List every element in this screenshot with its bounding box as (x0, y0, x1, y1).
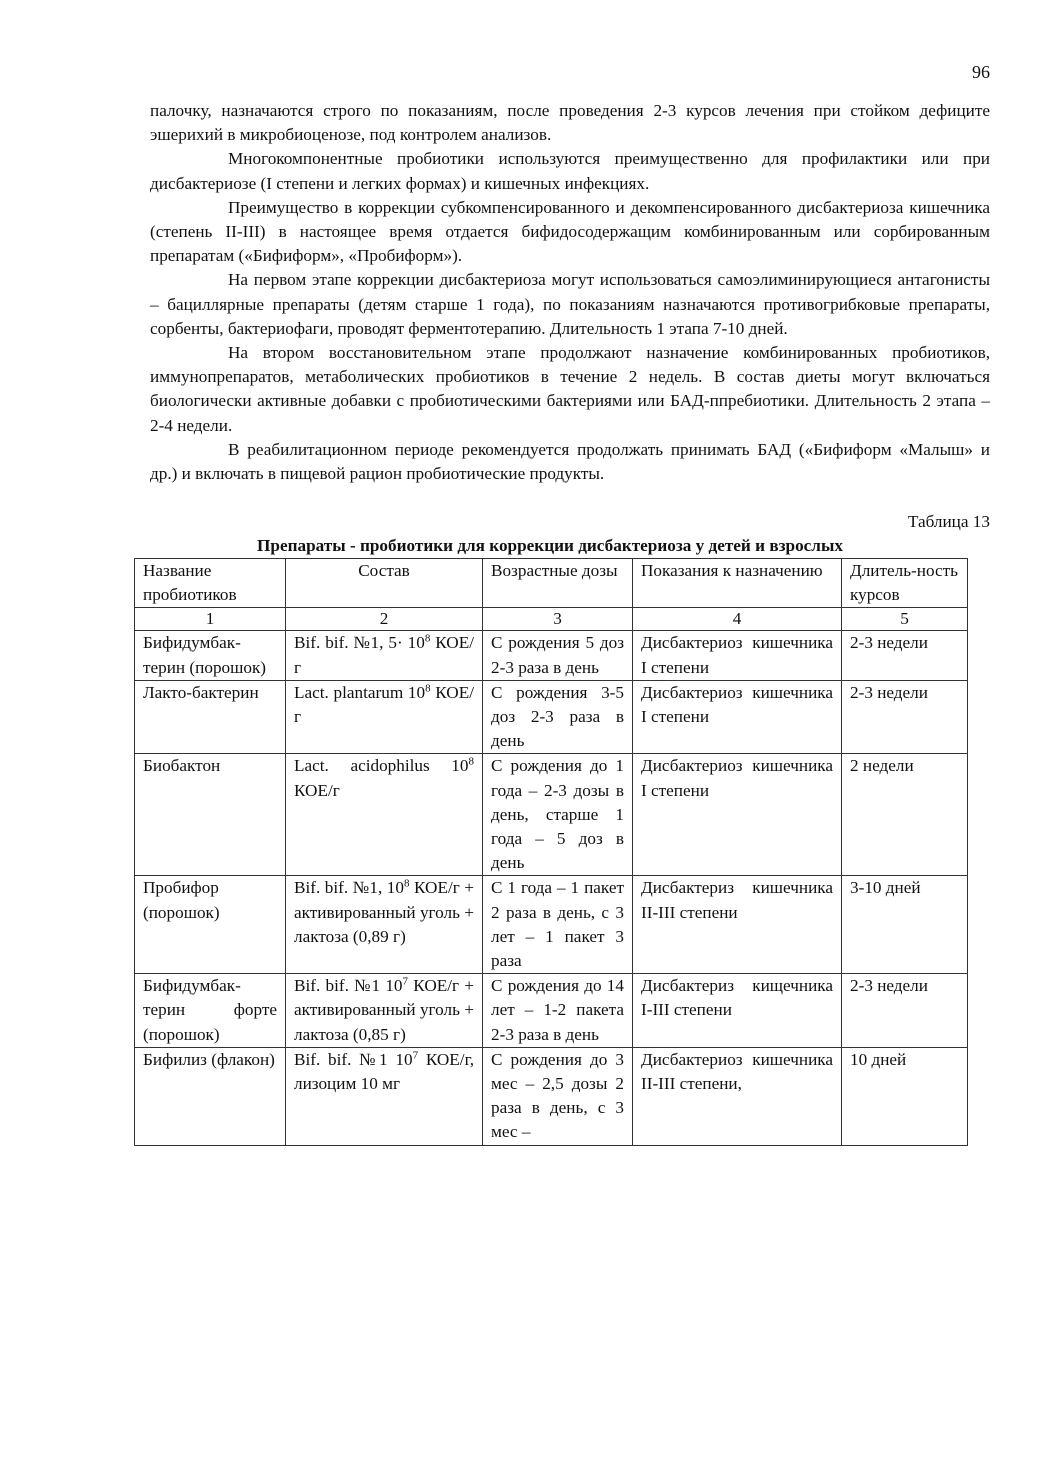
column-number: 5 (842, 608, 968, 631)
paragraph-2: Многокомпонентные пробиотики используются преимущественно для профилактики или при дисбактериозе (I степени и легких формах) и кишечных инфекциях. (150, 149, 990, 193)
paragraph-3: Преимущество в коррекции субкомпенсированного и декомпенсированного дисбактериоза кишечника (степень II-III) в настоящее время отдается бифидосодержащим комбинированным или сорбированным препаратам («Бифиформ», «Пробиформ»). (150, 197, 990, 266)
table-row (135, 754, 968, 876)
cell-name: Пробифор (порошок) (135, 876, 286, 974)
cell-indication: Дисбактериз кищечника I-III степени (633, 974, 842, 1048)
table-row (135, 680, 968, 754)
table-row (135, 876, 968, 974)
cell-name: Бифидумбак-терин форте (порошок) (135, 974, 286, 1048)
table-row (135, 631, 968, 680)
cell-duration: 3-10 дней (842, 876, 968, 974)
cell-dose: С рождения 5 доз 2-3 раза в день (483, 631, 633, 680)
cell-composition: Bif. bif. №1 $10^7$ КОЕ/г, лизоцим 10 мг (286, 1047, 483, 1145)
cell-indication: Дисбактериз кишечника II-III степени (633, 876, 842, 974)
cell-indication: Дисбактериоз кишечника I степени (633, 631, 842, 680)
cell-composition: Lact. plantarum $10^8$ КОЕ/г (286, 680, 483, 754)
table-header-row (135, 559, 968, 608)
paragraph-6: В реабилитационном периоде рекомендуется продолжать принимать БАД («Бифиформ «Малыш» и др.) и включать в пищевой рацион пробиотические продукты. (150, 439, 990, 484)
paragraph-5: На втором восстановительном этапе продолжают назначение комбинированных пробиотиков, иммунопрепаратов, метаболических пробиотиков в течение 2 недель. В состав диеты могут включаться биологически активные добавки с пробиотическими бактериями или БАД-ппребиотики. Длительность 2 этапа – 2-4 недели. (150, 343, 990, 435)
cell-composition: Lact. acidophilus $10^8$ КОЕ/г (286, 754, 483, 876)
probiotics-table (134, 558, 968, 1146)
column-number: 4 (633, 608, 842, 631)
cell-indication: Дисбактериоз кишечника II-III степени, (633, 1047, 842, 1145)
cell-dose: С рождения до 1 года – 2-3 дозы в день, старше 1 года – 5 доз в день (483, 754, 633, 876)
table-caption: Таблица 13 (907, 512, 990, 531)
cell-name: Биобактон (135, 754, 286, 876)
cell-indication: Дисбактериоз кишечника I степени (633, 680, 842, 754)
table-title: Препараты - пробиотики для коррекции дисбактериоза у детей и взрослых (257, 536, 843, 555)
cell-composition: Bif. bif. №1 $10^7$ КОЕ/г + активированный уголь + лактоза (0,85 г) (286, 974, 483, 1048)
cell-composition: Bif. bif. №1, $5\cdot 10^8$ КОЕ/г (286, 631, 483, 680)
cell-duration: 2-3 недели (842, 680, 968, 754)
cell-name: Лакто-бактерин (135, 680, 286, 754)
cell-composition: Bif. bif. №1, $10^8$ КОЕ/г + активированный уголь + лактоза (0,89 г) (286, 876, 483, 974)
cell-dose: С рождения 3-5 доз 2-3 раза в день (483, 680, 633, 754)
cell-name: Бифилиз (флакон) (135, 1047, 286, 1145)
column-number: 3 (483, 608, 633, 631)
header-indication: Показания к назначению (633, 559, 842, 608)
cell-duration: 10 дней (842, 1047, 968, 1145)
column-number: 1 (135, 608, 286, 631)
cell-dose: С рождения до 14 лет – 1-2 пакета 2-3 раза в день (483, 974, 633, 1048)
cell-duration: 2-3 недели (842, 974, 968, 1048)
cell-duration: 2 недели (842, 754, 968, 876)
paragraph-1: палочку, назначаются строго по показаниям, после проведения 2-3 курсов лечения при стойком дефиците эшерихий в микробиоценозе, под контролем анализов. (150, 101, 990, 145)
cell-duration: 2-3 недели (842, 631, 968, 680)
header-duration: Длитель-ность курсов (842, 559, 968, 608)
cell-dose: С 1 года – 1 пакет 2 раза в день, с 3 лет – 1 пакет 3 раза (483, 876, 633, 974)
cell-indication: Дисбактериоз кишечника I степени (633, 754, 842, 876)
header-name: Название пробиотиков (135, 559, 286, 608)
header-composition: Состав (286, 559, 483, 608)
column-number: 2 (286, 608, 483, 631)
table-row (135, 974, 968, 1048)
paragraph-4: На первом этапе коррекции дисбактериоза могут использоваться самоэлиминирующиеся антагонисты – бациллярные препараты (детям старше 1 года), по показаниям назначаются противогрибковые препараты, сорбенты, бактериофаги, проводят ферментотерапию. Длительность 1 этапа 7-10 дней. (150, 270, 990, 338)
page-number: 96 (972, 62, 990, 82)
cell-dose: С рождения до 3 мес – 2,5 дозы 2 раза в день, с 3 мес – (483, 1047, 633, 1145)
column-number-row (135, 608, 968, 631)
body-text (150, 99, 990, 486)
table-row (135, 1047, 968, 1145)
header-dose: Возрастные дозы (483, 559, 633, 608)
cell-name: Бифидумбак-терин (порошок) (135, 631, 286, 680)
